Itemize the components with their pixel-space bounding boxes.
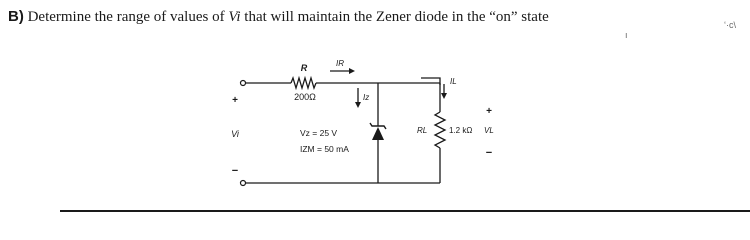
question-text-pre: Determine the range of values of <box>23 9 229 25</box>
resistor-value-label: 200Ω <box>294 92 316 102</box>
question-label: B) <box>8 8 24 25</box>
corner-mark: ‘·c\ <box>724 20 736 30</box>
zener-voltage-label: Vz = 25 V <box>300 128 338 138</box>
il-arrow-head <box>441 93 447 99</box>
il-indicator <box>421 78 440 85</box>
iz-label: Iz <box>363 93 370 102</box>
input-minus-sign: − <box>231 165 239 177</box>
input-terminal-bottom <box>241 181 246 186</box>
ir-arrow-head <box>349 68 355 74</box>
resistor-rl <box>435 112 445 148</box>
input-plus-sign: + <box>232 95 238 106</box>
resistor-r <box>291 78 316 88</box>
iz-arrow-head <box>355 102 361 108</box>
zener-max-current-label: IZM = 50 mA <box>300 144 349 154</box>
il-label: IL <box>450 77 457 86</box>
input-terminal-top <box>241 81 246 86</box>
input-voltage-label: Vi <box>231 129 239 139</box>
load-value-label: 1.2 kΩ <box>449 126 473 135</box>
load-plus-sign: + <box>486 106 492 117</box>
question-text-post: that will maintain the Zener diode in the “on” state <box>240 9 549 25</box>
load-name-label: RL <box>417 126 428 135</box>
load-voltage-label: VL <box>484 126 494 135</box>
zener-diode-symbol <box>372 127 384 140</box>
resistor-name-label: R <box>300 63 308 73</box>
question-variable: Vi <box>228 9 241 25</box>
stray-mark: ı <box>625 30 628 40</box>
ir-label: IR <box>336 59 344 68</box>
load-minus-sign: − <box>485 147 493 159</box>
divider-line <box>60 210 750 212</box>
